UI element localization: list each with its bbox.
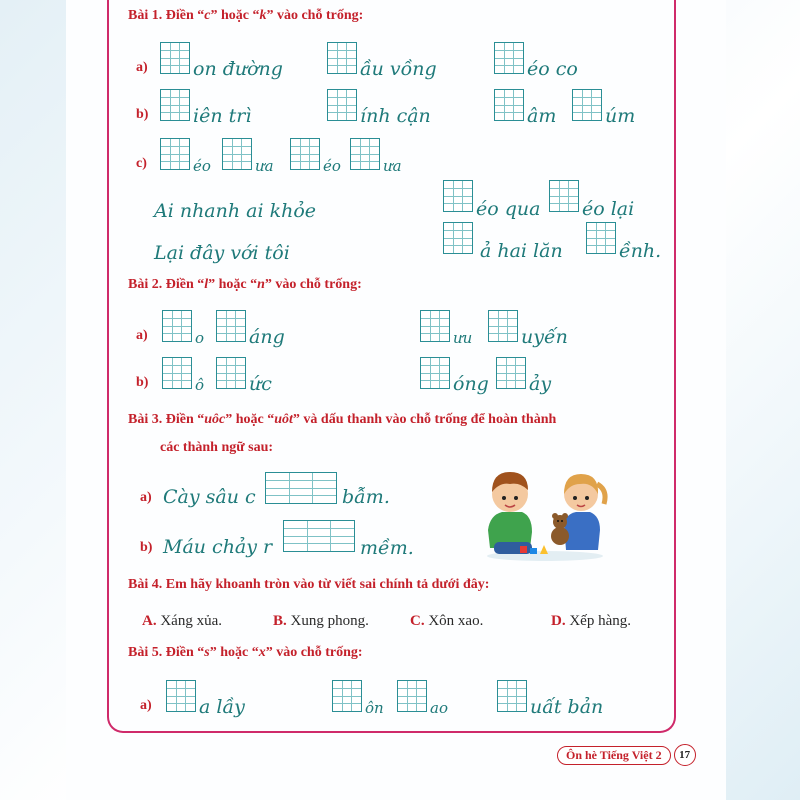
answer-box[interactable] xyxy=(494,89,524,121)
answer-box[interactable] xyxy=(160,89,190,121)
cursive-word: ưu xyxy=(453,329,473,347)
ex1-label-c: c) xyxy=(136,156,147,171)
cursive-word: éo xyxy=(323,157,341,175)
ex2-label-a: a) xyxy=(136,328,148,343)
cursive-word: ao xyxy=(430,699,448,717)
cursive-word: óng xyxy=(453,373,489,395)
cursive-word: áng xyxy=(249,326,285,348)
cursive-word: uyến xyxy=(521,326,568,348)
children-playing-illustration xyxy=(480,460,610,562)
answer-box[interactable] xyxy=(327,89,357,121)
option-b[interactable]: B. Xung phong. xyxy=(273,613,369,629)
exercise5-title: Bài 5. Điền “s” hoặc “x” vào chỗ trống: xyxy=(128,645,363,660)
cursive-word: ôn xyxy=(365,699,384,717)
answer-box[interactable] xyxy=(162,357,192,389)
cursive-word: éo qua xyxy=(476,198,541,220)
cursive-word: éo lại xyxy=(582,198,635,220)
answer-box[interactable] xyxy=(496,357,526,389)
cursive-word: Cày sâu c xyxy=(163,486,256,508)
answer-box[interactable] xyxy=(216,357,246,389)
ex1-label-b: b) xyxy=(136,107,149,122)
verse-line-1: Ai nhanh ai khỏe xyxy=(154,200,317,222)
answer-box[interactable] xyxy=(160,42,190,74)
ex3-label-a: a) xyxy=(140,490,152,505)
answer-box[interactable] xyxy=(420,310,450,342)
answer-box[interactable] xyxy=(494,42,524,74)
ex5-label-a: a) xyxy=(140,698,152,713)
answer-box[interactable] xyxy=(216,310,246,342)
cursive-word: éo xyxy=(193,157,211,175)
cursive-word: Máu chảy r xyxy=(163,536,273,558)
option-d[interactable]: D. Xếp hàng. xyxy=(551,613,631,629)
book-title: Ôn hè Tiếng Việt 2 xyxy=(557,746,671,765)
cursive-word: úm xyxy=(605,105,636,127)
cursive-word: ềnh. xyxy=(619,240,662,262)
exercise3-title: Bài 3. Điền “uôc” hoặc “uôt” và dấu thanh vào chỗ trống để hoàn thành xyxy=(128,412,557,427)
cursive-word: iên trì xyxy=(193,105,252,127)
answer-box[interactable] xyxy=(162,310,192,342)
cursive-word: ức xyxy=(249,373,272,395)
cursive-word: ầu vồng xyxy=(360,58,437,80)
answer-box[interactable] xyxy=(397,680,427,712)
answer-box[interactable] xyxy=(420,357,450,389)
answer-box[interactable] xyxy=(332,680,362,712)
answer-box[interactable] xyxy=(290,138,320,170)
answer-box[interactable] xyxy=(265,472,337,504)
ex1-label-a: a) xyxy=(136,60,148,75)
cursive-word: ô xyxy=(195,376,205,394)
exercise3-title-line2: các thành ngữ sau: xyxy=(160,440,274,455)
cursive-word: ả hai lăn xyxy=(480,240,563,262)
answer-box[interactable] xyxy=(222,138,252,170)
cursive-word: ưa xyxy=(383,157,402,175)
answer-box[interactable] xyxy=(283,520,355,552)
answer-box[interactable] xyxy=(350,138,380,170)
answer-box[interactable] xyxy=(488,310,518,342)
answer-box[interactable] xyxy=(572,89,602,121)
answer-box[interactable] xyxy=(160,138,190,170)
cursive-word: o xyxy=(195,329,205,347)
cursive-word: bẫm. xyxy=(342,486,390,508)
cursive-word: uất bản xyxy=(530,696,604,718)
exercise4-title: Bài 4. Em hãy khoanh tròn vào từ viết sai chính tả dưới đây: xyxy=(128,577,490,592)
option-c[interactable]: C. Xôn xao. xyxy=(410,613,484,629)
page-number: 17 xyxy=(674,744,696,766)
cursive-word: a lầy xyxy=(199,696,245,718)
answer-box[interactable] xyxy=(166,680,196,712)
answer-box[interactable] xyxy=(497,680,527,712)
cursive-word: ính cận xyxy=(360,105,431,127)
cursive-word: ưa xyxy=(255,157,274,175)
exercise1-title: Bài 1. Điền “c” hoặc “k” vào chỗ trống: xyxy=(128,8,364,23)
cursive-word: on đường xyxy=(193,58,283,80)
exercise2-title: Bài 2. Điền “l” hoặc “n” vào chỗ trống: xyxy=(128,277,362,292)
cursive-word: âm xyxy=(527,105,557,127)
cursive-word: mềm. xyxy=(360,537,414,559)
answer-box[interactable] xyxy=(549,180,579,212)
verse-line-2: Lại đây với tôi xyxy=(154,242,290,264)
answer-box[interactable] xyxy=(586,222,616,254)
ex2-label-b: b) xyxy=(136,375,149,390)
cursive-word: éo co xyxy=(527,58,578,80)
answer-box[interactable] xyxy=(443,222,473,254)
answer-box[interactable] xyxy=(327,42,357,74)
answer-box[interactable] xyxy=(443,180,473,212)
page-footer xyxy=(557,744,696,766)
cursive-word: ảy xyxy=(529,373,552,395)
option-a[interactable]: A. Xáng xủa. xyxy=(142,613,222,629)
ex3-label-b: b) xyxy=(140,540,153,555)
